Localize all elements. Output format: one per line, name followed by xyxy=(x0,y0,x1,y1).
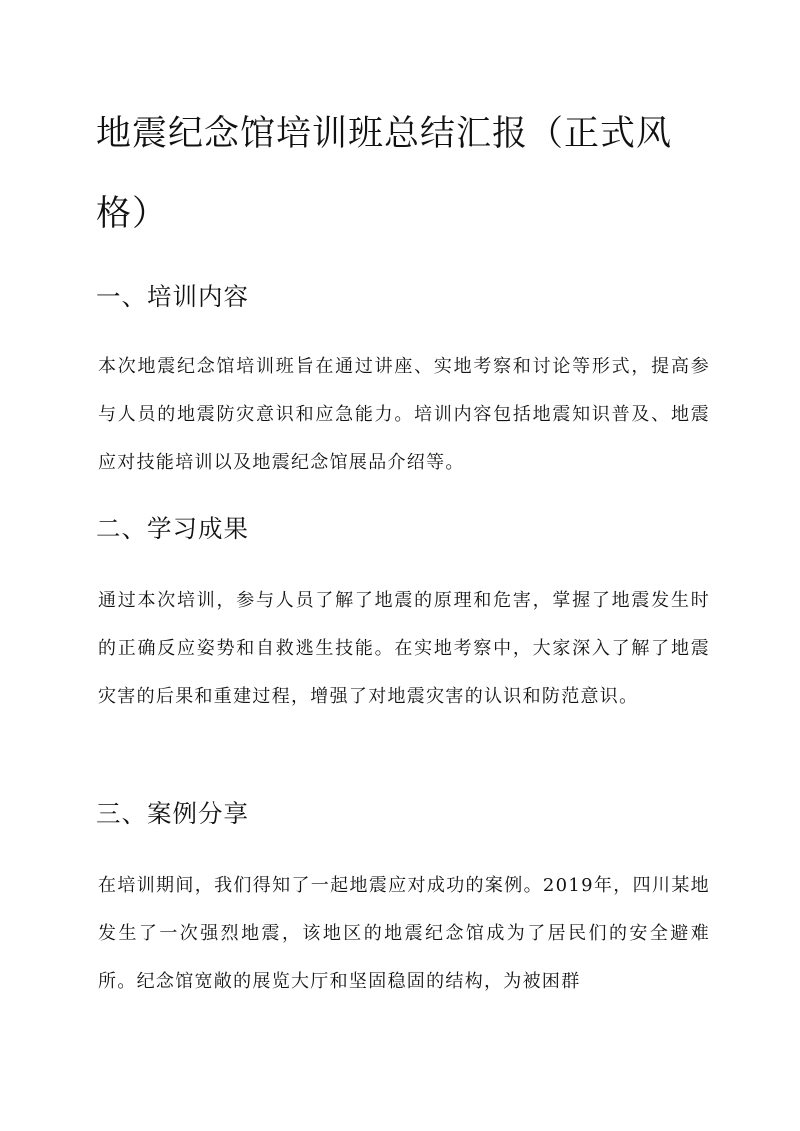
section-body-case-sharing: 在培训期间，我们得知了一起地震应对成功的案例。2019年，四川某地发生了一次强烈地震，该地区的地震纪念馆成为了居民们的安全避难所。纪念馆宽敞的展览大厅和坚固稳固的结构，为被困群 xyxy=(98,875,710,992)
section-heading-training-content: 一、培训内容 xyxy=(96,282,249,311)
section-heading-learning-results: 二、学习成果 xyxy=(96,514,249,543)
section-body-training-content: 本次地震纪念馆培训班旨在通过讲座、实地考察和讨论等形式，提高参与人员的地震防灾意识和应急能力。培训内容包括地震知识普及、地震应对技能培训以及地震纪念馆展品介绍等。 xyxy=(98,356,710,473)
section-heading-case-sharing: 三、案例分享 xyxy=(96,799,249,828)
section-body-learning-results: 通过本次培训，参与人员了解了地震的原理和危害，掌握了地震发生时的正确反应姿势和自救逃生技能。在实地考察中，大家深入了解了地震灾害的后果和重建过程，增强了对地震灾害的认识和防范意识。 xyxy=(98,590,710,707)
document-title: 地震纪念馆培训班总结汇报（正式风格） xyxy=(96,114,673,234)
